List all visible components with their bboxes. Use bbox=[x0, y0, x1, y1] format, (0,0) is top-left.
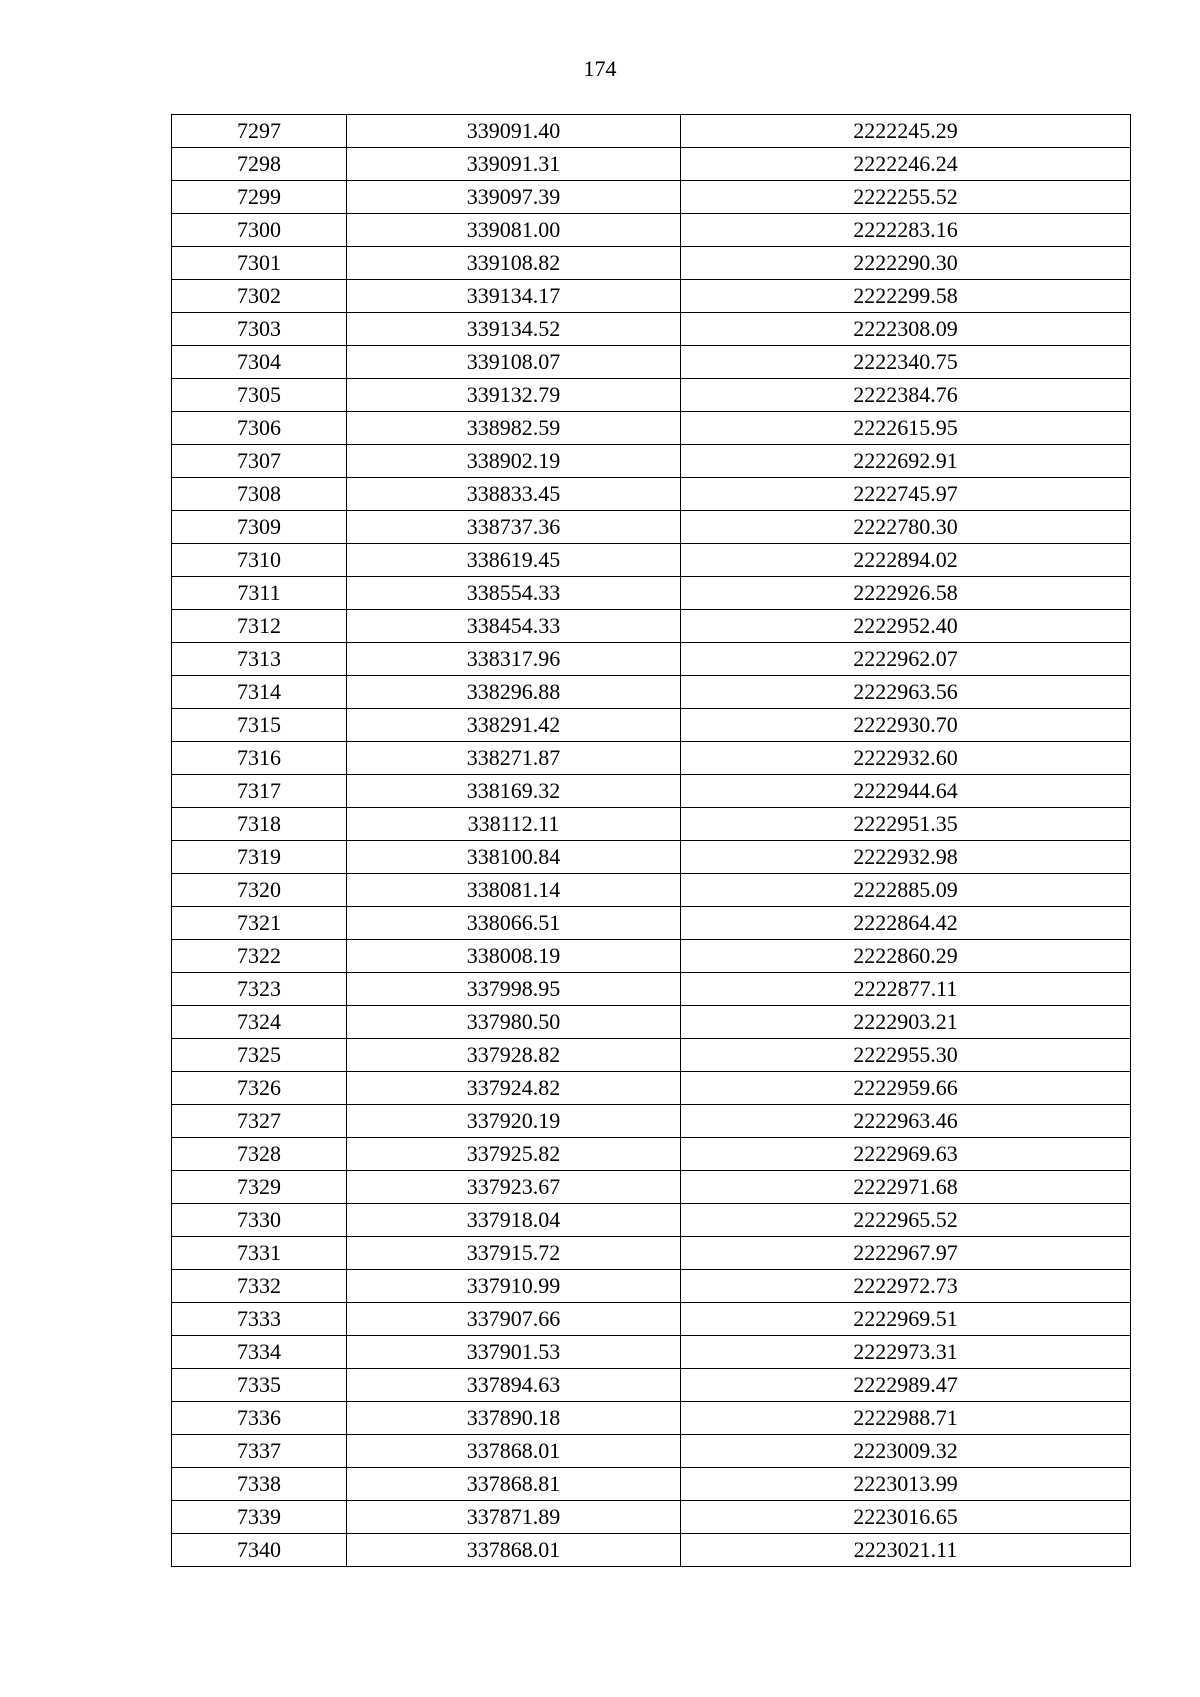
point-number-cell: 7321 bbox=[172, 907, 347, 940]
table-row bbox=[172, 115, 1131, 148]
point-number-cell: 7300 bbox=[172, 214, 347, 247]
x-coordinate-cell: 337871.89 bbox=[347, 1501, 681, 1534]
point-number-cell: 7337 bbox=[172, 1435, 347, 1468]
x-coordinate-cell: 338833.45 bbox=[347, 478, 681, 511]
x-coordinate-cell: 337915.72 bbox=[347, 1237, 681, 1270]
table-row bbox=[172, 1336, 1131, 1369]
x-coordinate-cell: 338982.59 bbox=[347, 412, 681, 445]
x-coordinate-cell: 339108.82 bbox=[347, 247, 681, 280]
table-row bbox=[172, 1402, 1131, 1435]
table-row bbox=[172, 973, 1131, 1006]
x-coordinate-cell: 338291.42 bbox=[347, 709, 681, 742]
table-row bbox=[172, 1237, 1131, 1270]
x-coordinate-cell: 337980.50 bbox=[347, 1006, 681, 1039]
table-row bbox=[172, 742, 1131, 775]
x-coordinate-cell: 337868.01 bbox=[347, 1534, 681, 1567]
y-coordinate-cell: 2222932.98 bbox=[681, 841, 1131, 874]
table-row bbox=[172, 1204, 1131, 1237]
x-coordinate-cell: 338066.51 bbox=[347, 907, 681, 940]
point-number-cell: 7318 bbox=[172, 808, 347, 841]
y-coordinate-cell: 2222952.40 bbox=[681, 610, 1131, 643]
table-row bbox=[172, 313, 1131, 346]
y-coordinate-cell: 2222969.51 bbox=[681, 1303, 1131, 1336]
x-coordinate-cell: 339091.40 bbox=[347, 115, 681, 148]
x-coordinate-cell: 338169.32 bbox=[347, 775, 681, 808]
x-coordinate-cell: 338296.88 bbox=[347, 676, 681, 709]
point-number-cell: 7326 bbox=[172, 1072, 347, 1105]
y-coordinate-cell: 2222967.97 bbox=[681, 1237, 1131, 1270]
y-coordinate-cell: 2222930.70 bbox=[681, 709, 1131, 742]
table-row bbox=[172, 1534, 1131, 1567]
point-number-cell: 7338 bbox=[172, 1468, 347, 1501]
point-number-cell: 7323 bbox=[172, 973, 347, 1006]
x-coordinate-cell: 337923.67 bbox=[347, 1171, 681, 1204]
y-coordinate-cell: 2222283.16 bbox=[681, 214, 1131, 247]
x-coordinate-cell: 337924.82 bbox=[347, 1072, 681, 1105]
y-coordinate-cell: 2222885.09 bbox=[681, 874, 1131, 907]
table-row bbox=[172, 808, 1131, 841]
x-coordinate-cell: 338619.45 bbox=[347, 544, 681, 577]
point-number-cell: 7327 bbox=[172, 1105, 347, 1138]
point-number-cell: 7312 bbox=[172, 610, 347, 643]
table-row bbox=[172, 1303, 1131, 1336]
y-coordinate-cell: 2222965.52 bbox=[681, 1204, 1131, 1237]
point-number-cell: 7334 bbox=[172, 1336, 347, 1369]
y-coordinate-cell: 2222963.46 bbox=[681, 1105, 1131, 1138]
table-row bbox=[172, 544, 1131, 577]
y-coordinate-cell: 2222894.02 bbox=[681, 544, 1131, 577]
table-row bbox=[172, 412, 1131, 445]
x-coordinate-cell: 338554.33 bbox=[347, 577, 681, 610]
table-row bbox=[172, 610, 1131, 643]
x-coordinate-cell: 338100.84 bbox=[347, 841, 681, 874]
x-coordinate-cell: 337920.19 bbox=[347, 1105, 681, 1138]
point-number-cell: 7302 bbox=[172, 280, 347, 313]
table-row bbox=[172, 511, 1131, 544]
y-coordinate-cell: 2222245.29 bbox=[681, 115, 1131, 148]
x-coordinate-cell: 339097.39 bbox=[347, 181, 681, 214]
table-row bbox=[172, 148, 1131, 181]
point-number-cell: 7331 bbox=[172, 1237, 347, 1270]
point-number-cell: 7339 bbox=[172, 1501, 347, 1534]
y-coordinate-cell: 2222877.11 bbox=[681, 973, 1131, 1006]
x-coordinate-cell: 337868.01 bbox=[347, 1435, 681, 1468]
x-coordinate-cell: 337894.63 bbox=[347, 1369, 681, 1402]
table-row bbox=[172, 841, 1131, 874]
table-row bbox=[172, 577, 1131, 610]
point-number-cell: 7315 bbox=[172, 709, 347, 742]
point-number-cell: 7330 bbox=[172, 1204, 347, 1237]
y-coordinate-cell: 2222951.35 bbox=[681, 808, 1131, 841]
point-number-cell: 7313 bbox=[172, 643, 347, 676]
y-coordinate-cell: 2222963.56 bbox=[681, 676, 1131, 709]
y-coordinate-cell: 2222944.64 bbox=[681, 775, 1131, 808]
x-coordinate-cell: 339091.31 bbox=[347, 148, 681, 181]
x-coordinate-cell: 337925.82 bbox=[347, 1138, 681, 1171]
x-coordinate-cell: 339132.79 bbox=[347, 379, 681, 412]
y-coordinate-cell: 2222926.58 bbox=[681, 577, 1131, 610]
table-row bbox=[172, 280, 1131, 313]
point-number-cell: 7308 bbox=[172, 478, 347, 511]
y-coordinate-cell: 2223016.65 bbox=[681, 1501, 1131, 1534]
table-row bbox=[172, 1072, 1131, 1105]
x-coordinate-cell: 337901.53 bbox=[347, 1336, 681, 1369]
y-coordinate-cell: 2222959.66 bbox=[681, 1072, 1131, 1105]
y-coordinate-cell: 2222299.58 bbox=[681, 280, 1131, 313]
y-coordinate-cell: 2222973.31 bbox=[681, 1336, 1131, 1369]
y-coordinate-cell: 2222745.97 bbox=[681, 478, 1131, 511]
table-row bbox=[172, 181, 1131, 214]
point-number-cell: 7340 bbox=[172, 1534, 347, 1567]
table-row bbox=[172, 709, 1131, 742]
x-coordinate-cell: 339108.07 bbox=[347, 346, 681, 379]
x-coordinate-cell: 338317.96 bbox=[347, 643, 681, 676]
table-row bbox=[172, 1138, 1131, 1171]
y-coordinate-cell: 2222903.21 bbox=[681, 1006, 1131, 1039]
point-number-cell: 7314 bbox=[172, 676, 347, 709]
point-number-cell: 7306 bbox=[172, 412, 347, 445]
y-coordinate-cell: 2222615.95 bbox=[681, 412, 1131, 445]
x-coordinate-cell: 338008.19 bbox=[347, 940, 681, 973]
coordinates-table-body bbox=[172, 115, 1131, 1567]
y-coordinate-cell: 2222989.47 bbox=[681, 1369, 1131, 1402]
x-coordinate-cell: 338271.87 bbox=[347, 742, 681, 775]
point-number-cell: 7320 bbox=[172, 874, 347, 907]
x-coordinate-cell: 337998.95 bbox=[347, 973, 681, 1006]
y-coordinate-cell: 2222955.30 bbox=[681, 1039, 1131, 1072]
point-number-cell: 7311 bbox=[172, 577, 347, 610]
y-coordinate-cell: 2222340.75 bbox=[681, 346, 1131, 379]
y-coordinate-cell: 2223021.11 bbox=[681, 1534, 1131, 1567]
point-number-cell: 7303 bbox=[172, 313, 347, 346]
table-row bbox=[172, 1171, 1131, 1204]
table-row bbox=[172, 643, 1131, 676]
point-number-cell: 7297 bbox=[172, 115, 347, 148]
y-coordinate-cell: 2223009.32 bbox=[681, 1435, 1131, 1468]
x-coordinate-cell: 338454.33 bbox=[347, 610, 681, 643]
y-coordinate-cell: 2222972.73 bbox=[681, 1270, 1131, 1303]
x-coordinate-cell: 337907.66 bbox=[347, 1303, 681, 1336]
table-row bbox=[172, 1435, 1131, 1468]
point-number-cell: 7298 bbox=[172, 148, 347, 181]
point-number-cell: 7333 bbox=[172, 1303, 347, 1336]
point-number-cell: 7316 bbox=[172, 742, 347, 775]
point-number-cell: 7307 bbox=[172, 445, 347, 478]
y-coordinate-cell: 2223013.99 bbox=[681, 1468, 1131, 1501]
y-coordinate-cell: 2222255.52 bbox=[681, 181, 1131, 214]
y-coordinate-cell: 2222969.63 bbox=[681, 1138, 1131, 1171]
table-row bbox=[172, 1468, 1131, 1501]
x-coordinate-cell: 337928.82 bbox=[347, 1039, 681, 1072]
point-number-cell: 7332 bbox=[172, 1270, 347, 1303]
point-number-cell: 7299 bbox=[172, 181, 347, 214]
table-row bbox=[172, 1039, 1131, 1072]
point-number-cell: 7335 bbox=[172, 1369, 347, 1402]
point-number-cell: 7336 bbox=[172, 1402, 347, 1435]
y-coordinate-cell: 2222780.30 bbox=[681, 511, 1131, 544]
y-coordinate-cell: 2222971.68 bbox=[681, 1171, 1131, 1204]
y-coordinate-cell: 2222692.91 bbox=[681, 445, 1131, 478]
table-row bbox=[172, 478, 1131, 511]
x-coordinate-cell: 337910.99 bbox=[347, 1270, 681, 1303]
table-row bbox=[172, 1270, 1131, 1303]
y-coordinate-cell: 2222932.60 bbox=[681, 742, 1131, 775]
y-coordinate-cell: 2222290.30 bbox=[681, 247, 1131, 280]
x-coordinate-cell: 338081.14 bbox=[347, 874, 681, 907]
table-row bbox=[172, 247, 1131, 280]
point-number-cell: 7301 bbox=[172, 247, 347, 280]
table-row bbox=[172, 676, 1131, 709]
point-number-cell: 7304 bbox=[172, 346, 347, 379]
point-number-cell: 7310 bbox=[172, 544, 347, 577]
table-row bbox=[172, 1105, 1131, 1138]
table-row bbox=[172, 874, 1131, 907]
point-number-cell: 7328 bbox=[172, 1138, 347, 1171]
table-row bbox=[172, 940, 1131, 973]
y-coordinate-cell: 2222988.71 bbox=[681, 1402, 1131, 1435]
x-coordinate-cell: 338902.19 bbox=[347, 445, 681, 478]
y-coordinate-cell: 2222864.42 bbox=[681, 907, 1131, 940]
x-coordinate-cell: 338112.11 bbox=[347, 808, 681, 841]
point-number-cell: 7309 bbox=[172, 511, 347, 544]
y-coordinate-cell: 2222860.29 bbox=[681, 940, 1131, 973]
page-number: 174 bbox=[583, 56, 617, 81]
x-coordinate-cell: 338737.36 bbox=[347, 511, 681, 544]
point-number-cell: 7319 bbox=[172, 841, 347, 874]
point-number-cell: 7305 bbox=[172, 379, 347, 412]
table-row bbox=[172, 1369, 1131, 1402]
x-coordinate-cell: 337890.18 bbox=[347, 1402, 681, 1435]
y-coordinate-cell: 2222308.09 bbox=[681, 313, 1131, 346]
y-coordinate-cell: 2222384.76 bbox=[681, 379, 1131, 412]
x-coordinate-cell: 337918.04 bbox=[347, 1204, 681, 1237]
table-row bbox=[172, 1006, 1131, 1039]
table-row bbox=[172, 214, 1131, 247]
x-coordinate-cell: 339081.00 bbox=[347, 214, 681, 247]
table-row bbox=[172, 445, 1131, 478]
x-coordinate-cell: 339134.17 bbox=[347, 280, 681, 313]
coordinates-table bbox=[171, 114, 1131, 1567]
point-number-cell: 7325 bbox=[172, 1039, 347, 1072]
y-coordinate-cell: 2222246.24 bbox=[681, 148, 1131, 181]
point-number-cell: 7317 bbox=[172, 775, 347, 808]
point-number-cell: 7322 bbox=[172, 940, 347, 973]
point-number-cell: 7324 bbox=[172, 1006, 347, 1039]
x-coordinate-cell: 337868.81 bbox=[347, 1468, 681, 1501]
point-number-cell: 7329 bbox=[172, 1171, 347, 1204]
table-row bbox=[172, 1501, 1131, 1534]
y-coordinate-cell: 2222962.07 bbox=[681, 643, 1131, 676]
table-row bbox=[172, 775, 1131, 808]
table-row bbox=[172, 346, 1131, 379]
x-coordinate-cell: 339134.52 bbox=[347, 313, 681, 346]
table-row bbox=[172, 379, 1131, 412]
table-row bbox=[172, 907, 1131, 940]
